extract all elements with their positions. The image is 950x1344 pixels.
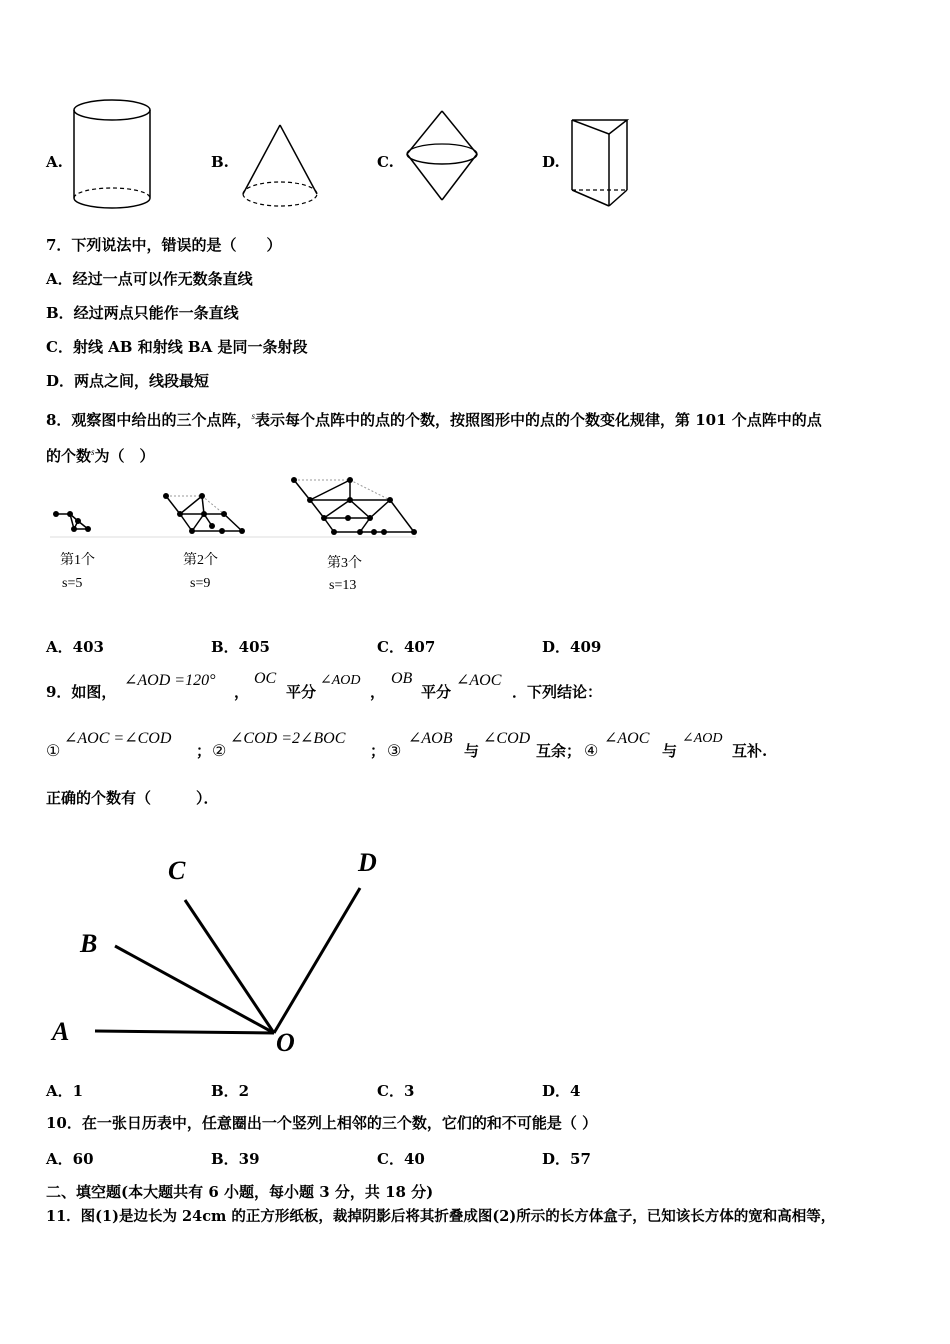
q6-option-c-label: C. [377,153,394,171]
q8-line-1 [46,406,822,430]
q9-c3a: ∠AOB [408,730,453,747]
q9-c4a: ∠AOC [604,730,650,747]
q6-option-d-label: D. [542,153,560,171]
q9-with-1: 与 [464,742,480,760]
lattice-3-caption: 第3个 [327,556,362,571]
q9-option-b: B．2 [211,1082,250,1100]
q9-angle-aod: ∠AOD [320,673,361,688]
q7-option-a: A．经过一点可以作无数条直线 [46,270,253,288]
q8-option-c: C．407 [377,638,436,656]
q9-sep-2: ， [370,683,386,701]
point-a-label: A [52,1017,70,1046]
q9-with-2: 与 [662,742,678,760]
q8-option-d: D．409 [542,638,602,656]
q6-option-a-label: A. [46,153,63,171]
dot-lattice-figure [44,474,424,544]
q7-option-c: C．射线 AB 和射线 BA 是同一条射段 [46,338,308,356]
q8-s-symbol-2: s [91,447,95,457]
q10-option-a: A．60 [46,1150,94,1168]
q8-s-symbol: s [251,411,255,421]
q10-option-d: D．57 [542,1150,591,1168]
q9-c1-mark: ① [46,743,61,760]
lattice-1-caption: 第1个 [60,553,95,568]
q7-option-d: D．两点之间，线段最短 [46,372,210,390]
triangular-prism-figure [569,114,633,212]
lattice-3-value: s=13 [329,578,357,593]
q9-oc: OC [254,670,277,687]
q11-stem: 11．图(1)是边长为 24cm 的正方形纸板，裁掉阴影后将其折叠成图(2)所示的长方体盒子，已知该长方体的宽和高相等， [46,1208,836,1225]
lattice-2-caption: 第2个 [183,553,218,568]
q9-bisect-1: 平分 [286,683,317,701]
q8-line1-pre: 8．观察图中给出的三个点阵， [46,411,252,429]
q6-option-b-label: B. [211,153,229,171]
q9-supp: 互补. [732,742,768,760]
q9-c1: ∠AOC =∠COD [64,730,172,747]
q9-c3-mark: ③ [387,743,402,760]
q8-line2-pre: 的个数 [46,447,92,465]
q9-after: ．下列结论： [512,683,603,701]
lattice-2-value: s=9 [190,576,211,591]
point-b-label: B [80,929,98,958]
q9-conclusions [46,728,806,758]
q9-c2: ∠COD =2∠BOC [230,730,346,747]
q8-line2-post: 为（ ） [94,447,155,465]
double-cone-figure [404,108,482,204]
q9-semi-2: ； [370,742,386,760]
q10-stem: 10．在一张日历表中，任意圈出一个竖列上相邻的三个数，它们的和不可能是（ ） [46,1114,598,1132]
q9-bisect-2: 平分 [421,683,452,701]
q9-comp: 互余； [536,742,582,760]
q9-given-angle-aod: ∠AOD =120° [124,672,216,689]
q9-c4b: ∠AOD [682,731,723,746]
point-d-label: D [358,848,377,877]
lattice-2 [163,493,245,534]
q9-option-d: D．4 [542,1082,581,1100]
q9-c4-mark: ④ [584,743,599,760]
q7-stem: 7．下列说法中，错误的是（ ） [46,236,282,254]
q8-line1-post: 表示每个点阵中的点的个数，按照图形中的点的个数变化规律，第 101 个点阵中的点 [254,411,822,429]
lattice-3 [291,477,417,535]
q10-option-b: B．39 [211,1150,260,1168]
q9-intro: 9．如图， [46,683,117,701]
section-2-title: 二、填空题(本大题共有 6 小题，每小题 3 分，共 18 分) [46,1183,434,1201]
q9-c3b: ∠COD [483,730,531,747]
q9-sep-1: ， [234,683,250,701]
point-o-label: O [276,1028,295,1057]
q9-c2-mark: ② [212,743,227,760]
q9-option-a: A．1 [46,1082,84,1100]
q9-semi-1: ； [196,742,212,760]
q9-question: 正确的个数有（ ）． [46,789,219,807]
lattice-1-value: s=5 [62,576,83,591]
q9-ob: OB [391,670,413,687]
q8-option-a: A．403 [46,638,104,656]
cone-figure [240,122,322,214]
point-c-label: C [168,856,186,885]
q7-option-b: B．经过两点只能作一条直线 [46,304,239,322]
q8-option-b: B．405 [211,638,270,656]
q9-option-c: C．3 [377,1082,415,1100]
q10-option-c: C．40 [377,1150,425,1168]
q9-angle-aoc: ∠AOC [456,672,502,689]
q8-line-2 [46,442,155,466]
lattice-1 [53,511,91,532]
cylinder-figure [72,98,154,212]
